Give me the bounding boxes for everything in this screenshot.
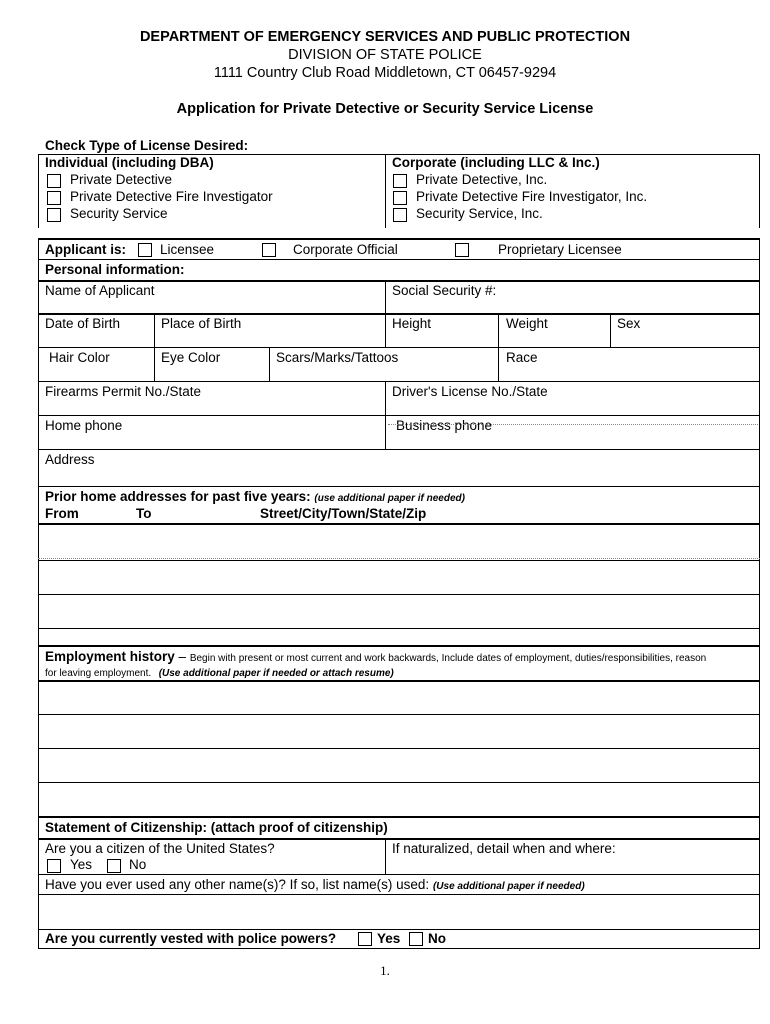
divider	[38, 874, 760, 875]
police-powers-question: Are you currently vested with police powers?	[45, 931, 337, 946]
divider	[388, 424, 758, 425]
scars-marks-tattoos-field[interactable]: Scars/Marks/Tattoos	[276, 350, 399, 365]
proprietary-licensee-label: Proprietary Licensee	[498, 242, 622, 257]
divider	[269, 347, 270, 381]
prior-address-row-3[interactable]	[40, 596, 758, 627]
divider	[38, 486, 760, 487]
firearms-permit-field[interactable]: Firearms Permit No./State	[45, 384, 202, 399]
prior-addresses-note: (use additional paper if needed)	[314, 493, 465, 504]
ssn-field[interactable]: Social Security #:	[392, 283, 497, 298]
fire-investigator-inc-checkbox[interactable]	[393, 191, 407, 205]
hair-color-field[interactable]: Hair Color	[49, 350, 110, 365]
license-type-heading: Check Type of License Desired:	[45, 138, 249, 153]
division-name: DIVISION OF STATE POLICE	[288, 47, 482, 63]
divider	[38, 259, 760, 260]
divider	[38, 894, 760, 895]
divider	[38, 594, 760, 595]
employment-row-4[interactable]	[40, 784, 758, 815]
divider	[385, 154, 386, 228]
citizenship-heading: Statement of Citizenship: (attach proof of citizenship)	[45, 820, 388, 835]
divider	[154, 347, 155, 381]
sex-field[interactable]: Sex	[617, 316, 641, 331]
citizen-question: Are you a citizen of the United States?	[45, 841, 275, 856]
divider	[38, 714, 760, 715]
prior-address-row-1[interactable]	[40, 526, 758, 557]
prior-addresses-title: Prior home addresses for past five years:	[45, 489, 311, 504]
divider	[38, 948, 760, 949]
security-service-checkbox[interactable]	[47, 208, 61, 222]
divider	[38, 523, 760, 525]
other-names-text: Have you ever used any other name(s)? If so, list name(s) used:	[45, 877, 430, 892]
weight-field[interactable]: Weight	[506, 316, 548, 331]
security-service-label: Security Service	[70, 206, 168, 221]
fire-investigator-label: Private Detective Fire Investigator	[70, 189, 273, 204]
citizen-no-label: No	[129, 857, 147, 872]
divider	[38, 381, 760, 382]
proprietary-licensee-checkbox[interactable]	[455, 243, 469, 257]
fire-investigator-checkbox[interactable]	[47, 191, 61, 205]
divider	[38, 645, 760, 647]
corporate-official-label: Corporate Official	[293, 242, 398, 257]
form-title: Application for Private Detective or Security Service License	[176, 101, 594, 117]
police-yes-label: Yes	[377, 931, 401, 946]
licensee-checkbox[interactable]	[138, 243, 152, 257]
height-field[interactable]: Height	[392, 316, 432, 331]
agency-name: DEPARTMENT OF EMERGENCY SERVICES AND PUBLIC PROTECTION	[139, 29, 631, 45]
citizen-no-checkbox[interactable]	[107, 859, 121, 873]
divider	[38, 449, 760, 450]
divider	[610, 313, 611, 347]
employment-instructions-cont: for leaving employment.	[45, 668, 152, 679]
divider	[38, 782, 760, 783]
divider	[385, 381, 386, 415]
street-column-header: Street/City/Town/State/Zip	[260, 506, 427, 521]
employment-title: Employment history	[45, 649, 175, 664]
divider	[38, 558, 760, 559]
private-detective-inc-label: Private Detective, Inc.	[416, 172, 548, 187]
fire-investigator-inc-label: Private Detective Fire Investigator, Inc.	[416, 189, 648, 204]
date-of-birth-field[interactable]: Date of Birth	[45, 316, 121, 331]
divider	[38, 838, 760, 840]
personal-info-heading: Personal information:	[45, 262, 185, 277]
individual-heading: Individual (including DBA)	[45, 155, 214, 170]
divider	[38, 154, 39, 228]
employment-instructions: Begin with present or most current and work backwards, Include dates of employment, duties/responsibilities, reason	[189, 653, 707, 664]
divider	[154, 313, 155, 347]
divider	[38, 280, 760, 282]
private-detective-label: Private Detective	[70, 172, 173, 187]
private-detective-inc-checkbox[interactable]	[393, 174, 407, 188]
citizen-yes-label: Yes	[70, 857, 93, 872]
prior-addresses-heading	[45, 489, 465, 507]
name-of-applicant-field[interactable]: Name of Applicant	[45, 283, 155, 298]
corporate-official-checkbox[interactable]	[262, 243, 276, 257]
security-service-inc-label: Security Service, Inc.	[416, 206, 543, 221]
to-column-header: To	[136, 506, 152, 521]
page-number: 1.	[380, 963, 390, 978]
citizen-yes-checkbox[interactable]	[47, 859, 61, 873]
divider	[38, 415, 760, 416]
eye-color-field[interactable]: Eye Color	[161, 350, 221, 365]
from-column-header: From	[45, 506, 79, 521]
race-field[interactable]: Race	[506, 350, 538, 365]
divider	[38, 238, 760, 240]
employment-note: (Use additional paper if needed or attach resume)	[158, 668, 394, 679]
licensee-label: Licensee	[160, 242, 215, 257]
security-service-inc-checkbox[interactable]	[393, 208, 407, 222]
divider	[385, 280, 386, 314]
divider	[38, 929, 760, 930]
place-of-birth-field[interactable]: Place of Birth	[161, 316, 242, 331]
other-names-note: (Use additional paper if needed)	[432, 881, 585, 892]
naturalized-field[interactable]: If naturalized, detail when and where:	[392, 841, 616, 856]
employment-row-2[interactable]	[40, 716, 758, 747]
drivers-license-field[interactable]: Driver's License No./State	[392, 384, 548, 399]
divider	[759, 154, 760, 228]
business-phone-field[interactable]: Business phone	[396, 418, 493, 433]
employment-row-3[interactable]	[40, 750, 758, 781]
divider	[498, 347, 499, 381]
divider	[38, 680, 760, 682]
divider	[38, 347, 760, 348]
divider	[38, 313, 760, 315]
police-yes-checkbox[interactable]	[358, 932, 372, 946]
divider	[38, 816, 760, 818]
divider	[38, 560, 760, 561]
private-detective-checkbox[interactable]	[47, 174, 61, 188]
applicant-is-label: Applicant is:	[45, 242, 127, 257]
police-no-checkbox[interactable]	[409, 932, 423, 946]
divider	[38, 628, 760, 629]
divider	[38, 748, 760, 749]
agency-address: 1111 Country Club Road Middletown, CT 06457-9294	[213, 65, 557, 81]
prior-address-row-2[interactable]	[40, 562, 758, 593]
divider	[385, 313, 386, 347]
home-phone-field[interactable]: Home phone	[45, 418, 123, 433]
divider	[498, 313, 499, 347]
police-no-label: No	[428, 931, 446, 946]
divider	[385, 415, 386, 449]
divider	[385, 838, 386, 874]
corporate-heading: Corporate (including LLC & Inc.)	[392, 155, 600, 170]
employment-row-1[interactable]	[40, 683, 758, 714]
other-names-field[interactable]	[40, 896, 758, 928]
other-names-question	[45, 877, 585, 895]
address-field[interactable]: Address	[45, 452, 95, 467]
employment-dash: –	[178, 649, 187, 664]
